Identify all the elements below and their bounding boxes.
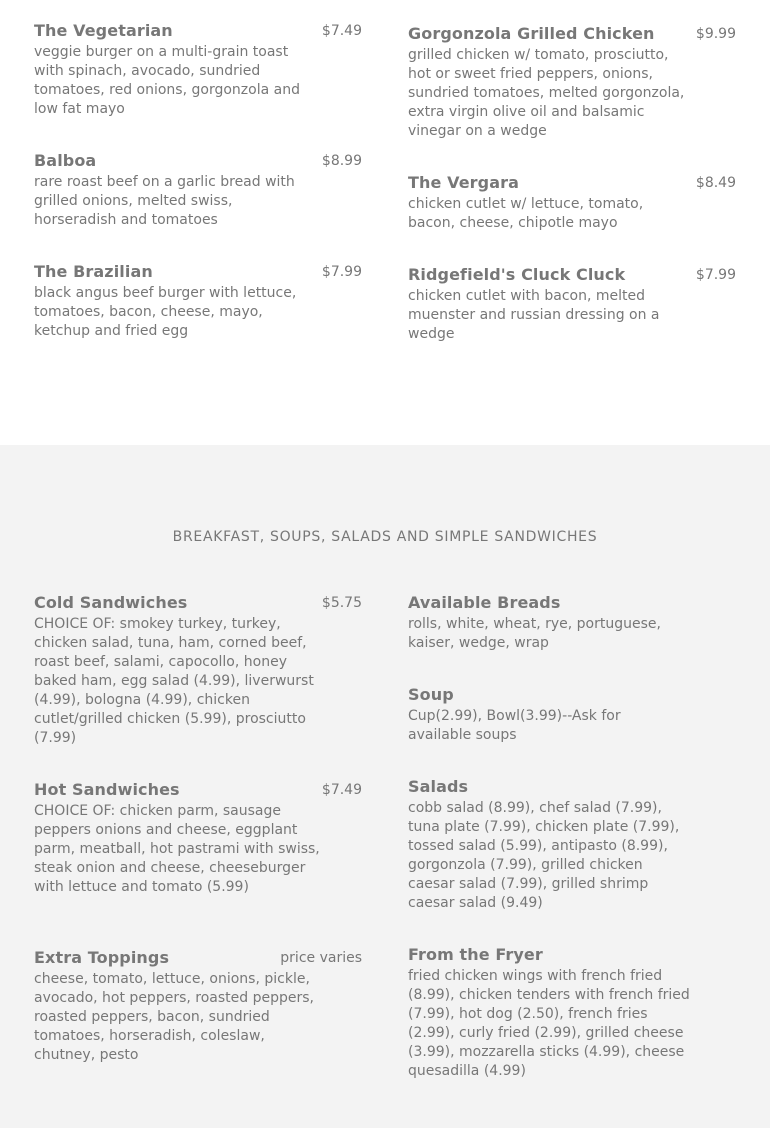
menu-item xyxy=(408,23,736,141)
item-price: price varies xyxy=(280,950,362,966)
menu-item xyxy=(34,20,362,119)
item-title: The Vergara xyxy=(408,173,520,192)
item-description: CHOICE OF: chicken parm, sausage peppers onions and cheese, eggplant parm, meatball, hot pastrami with swiss, steak onion and cheese, cheeseburger with lettuce and tomato (5.99) xyxy=(34,803,320,895)
item-description: black angus beef burger with lettuce, tomatoes, bacon, cheese, mayo, ketchup and fried egg xyxy=(34,285,297,339)
item-title: Ridgefield's Cluck Cluck xyxy=(408,265,626,284)
item-price: $7.99 xyxy=(321,264,362,280)
item-title: Cold Sandwiches xyxy=(34,593,188,612)
item-title: Soup xyxy=(408,685,454,704)
menu-item xyxy=(408,944,736,1081)
menu-item xyxy=(34,947,362,1065)
menu-item xyxy=(408,172,736,233)
menu-item xyxy=(34,592,362,748)
menu-item xyxy=(408,684,736,745)
item-price: $5.75 xyxy=(321,595,362,611)
item-price: $7.49 xyxy=(321,23,362,39)
item-description: grilled chicken w/ tomato, prosciutto, hot or sweet fried peppers, onions, sundried tomatoes, melted gorgonzola, extra virgin olive oil and balsamic vinegar on a wedge xyxy=(408,47,685,139)
menu-item xyxy=(34,261,362,341)
item-price: $7.99 xyxy=(695,267,736,283)
section-heading: BREAKFAST, SOUPS, SALADS AND SIMPLE SANDWICHES xyxy=(172,529,598,545)
menu-item xyxy=(408,264,736,344)
item-description: chicken cutlet w/ lettuce, tomato, bacon, cheese, chipotle mayo xyxy=(408,196,644,231)
item-title: The Brazilian xyxy=(34,262,153,281)
item-description: cheese, tomato, lettuce, onions, pickle, avocado, hot peppers, roasted peppers, roasted peppers, bacon, sundried tomatoes, horseradish, coleslaw, chutney, pesto xyxy=(34,971,314,1063)
menu-item xyxy=(34,150,362,230)
item-title: Hot Sandwiches xyxy=(34,780,180,799)
item-price: $9.99 xyxy=(695,26,736,42)
item-title: Available Breads xyxy=(408,593,561,612)
item-description: Cup(2.99), Bowl(3.99)--Ask for available soups xyxy=(408,708,621,743)
item-description: CHOICE OF: smokey turkey, turkey, chicken salad, tuna, ham, corned beef, roast beef, salami, capocollo, honey baked ham, egg salad (4.99), liverwurst (4.99), bologna (4.99), chicken cutlet/grilled chicken (5.99), prosciutto (7.99) xyxy=(34,616,314,746)
menu-item xyxy=(408,592,736,653)
item-price: $8.99 xyxy=(321,153,362,169)
item-description: cobb salad (8.99), chef salad (7.99), tuna plate (7.99), chicken plate (7.99), tossed salad (5.99), antipasto (8.99), gorgonzola (7.99), grilled chicken caesar salad (7.99), grilled shrimp caesar salad (9.49) xyxy=(408,800,680,911)
menu-item xyxy=(34,779,362,897)
item-price: $8.49 xyxy=(695,175,736,191)
item-title: Balboa xyxy=(34,151,97,170)
sandwich-section xyxy=(0,0,770,445)
item-description: fried chicken wings with french fried (8.99), chicken tenders with french fried (7.99), hot dog (2.50), french fries (2.99), curly fried (2.99), grilled cheese (3.99), mozzarella sticks (4.99), cheese quesadilla (4.99) xyxy=(408,968,690,1079)
item-description: chicken cutlet with bacon, melted muenster and russian dressing on a wedge xyxy=(408,288,660,342)
breakfast-section xyxy=(0,445,770,1128)
item-title: The Vegetarian xyxy=(34,21,173,40)
item-title: Gorgonzola Grilled Chicken xyxy=(408,24,655,43)
item-title: Extra Toppings xyxy=(34,948,170,967)
item-title: Salads xyxy=(408,777,469,796)
item-description: rare roast beef on a garlic bread with grilled onions, melted swiss, horseradish and tomatoes xyxy=(34,174,295,228)
item-description: rolls, white, wheat, rye, portuguese, kaiser, wedge, wrap xyxy=(408,616,661,651)
item-title: From the Fryer xyxy=(408,945,543,964)
item-price: $7.49 xyxy=(321,782,362,798)
menu-item xyxy=(408,776,736,913)
item-description: veggie burger on a multi-grain toast with spinach, avocado, sundried tomatoes, red onions, gorgonzola and low fat mayo xyxy=(34,44,300,117)
